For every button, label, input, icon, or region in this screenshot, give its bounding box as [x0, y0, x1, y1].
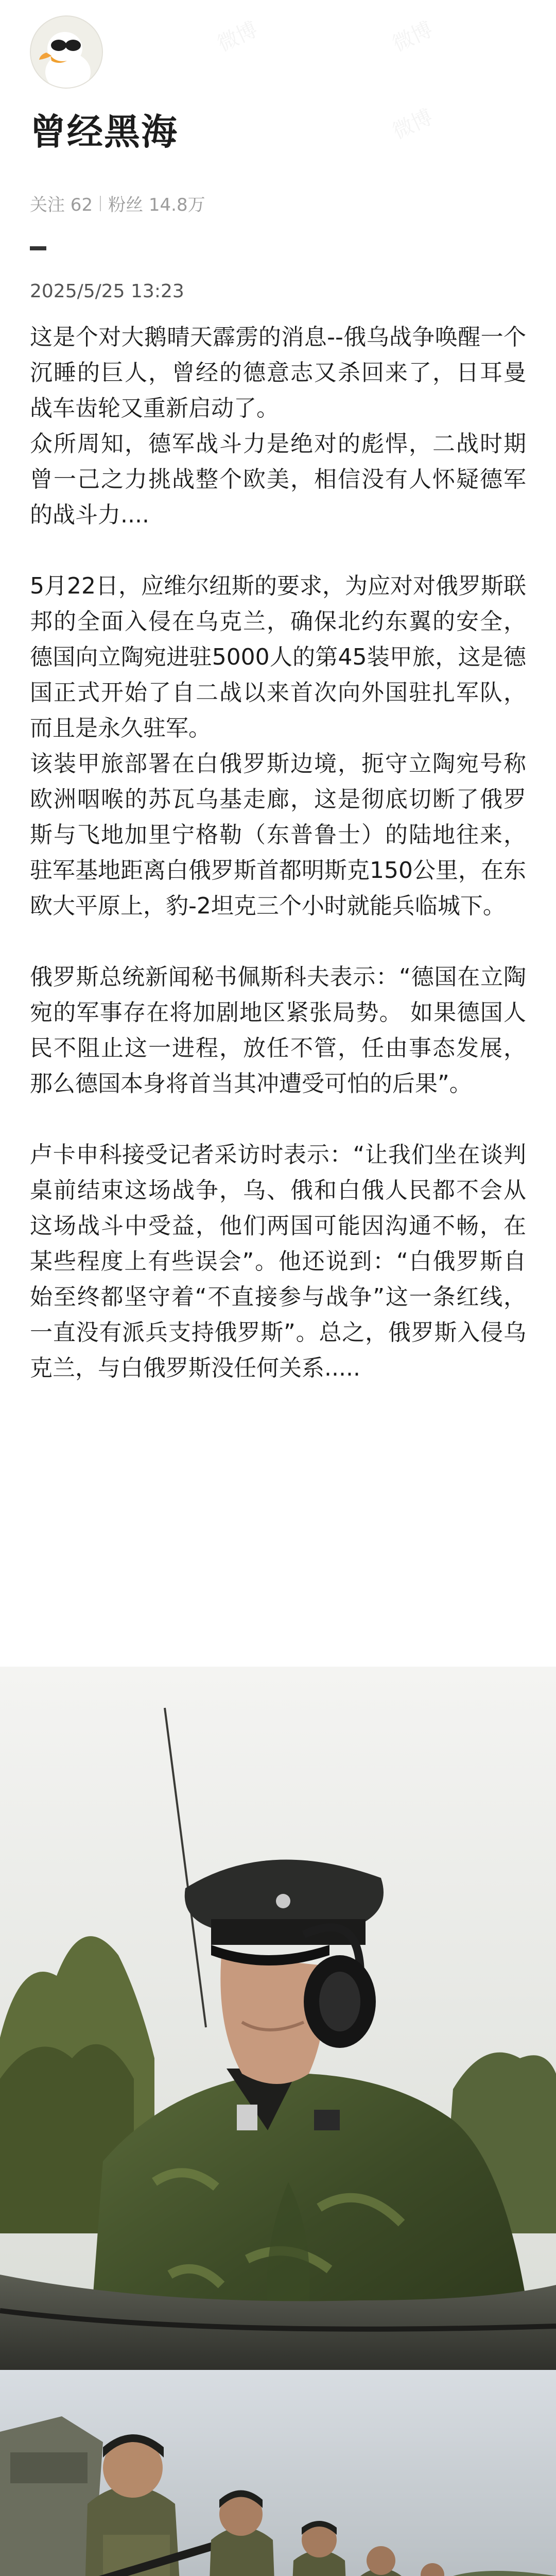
- fans-count[interactable]: 粉丝 14.8万: [108, 195, 205, 215]
- paragraph: 这是个对大鹅晴天霹雳的消息--俄乌战争唤醒一个沉睡的巨人，曾经的德意志又杀回来了，日耳曼战车齿轮又重新启动了。: [30, 324, 526, 421]
- soldiers-photo: [0, 2370, 556, 2576]
- post-image-soldiers[interactable]: [0, 2370, 556, 2576]
- paragraph: 众所周知，德军战斗力是绝对的彪悍，二战时期曾一己之力挑战整个欧美，相信没有人怀疑德军的战斗力....: [30, 431, 526, 528]
- author-stats: [30, 191, 205, 216]
- post-image-officer[interactable]: [0, 1667, 556, 2370]
- paragraph: 俄罗斯总统新闻秘书佩斯科夫表示：“德国在立陶宛的军事存在将加剧地区紧张局势。 如果德国人民不阻止这一进程，放任不管，任由事态发展，那么德国本身将首当其冲遭受可怕的后果”。: [30, 964, 526, 1097]
- paragraph: 卢卡申科接受记者采访时表示：“让我们坐在谈判桌前结束这场战争，乌、俄和白俄人民都不会从这场战斗中受益，他们两国可能因沟通不畅，在某些程度上有些误会”。他还说到：“白俄罗斯自始至终都坚守着“不直接参与战争”这一条红线，一直没有派兵支持俄罗斯”。总之，俄罗斯入侵乌克兰，与白俄罗斯没任何关系.....: [30, 1142, 526, 1381]
- feed-watermark: 微博: [389, 105, 437, 144]
- paragraph: 5月22日，应维尔纽斯的要求，为应对对俄罗斯联邦的全面入侵在乌克兰，确保北约东翼的安全，德国向立陶宛进驻5000人的第45装甲旅，这是德国正式开始了自二战以来首次向外国驻扎军队，而且是永久驻军。: [30, 573, 526, 741]
- author-name[interactable]: 曾经黑海: [30, 111, 178, 153]
- feed-watermark: 微博: [389, 17, 437, 57]
- post-body: [30, 319, 526, 1386]
- post-date: 2025/5/25 13:23: [30, 281, 184, 302]
- author-avatar[interactable]: [30, 15, 103, 89]
- feed-watermark: 微博: [214, 17, 262, 57]
- stats-divider: [100, 196, 101, 211]
- paragraph: 该装甲旅部署在白俄罗斯边境，扼守立陶宛号称欧洲咽喉的苏瓦乌基走廊，这是彻底切断了俄罗斯与飞地加里宁格勒（东普鲁士）的陆地往来，驻军基地距离白俄罗斯首都明斯克150公里，在东欧大平原上，豹-2坦克三个小时就能兵临城下。: [30, 751, 526, 919]
- title-divider: [30, 246, 46, 250]
- duck-avatar-icon: [31, 16, 102, 88]
- follow-count[interactable]: 关注 62: [30, 195, 93, 215]
- officer-photo: [0, 1667, 556, 2370]
